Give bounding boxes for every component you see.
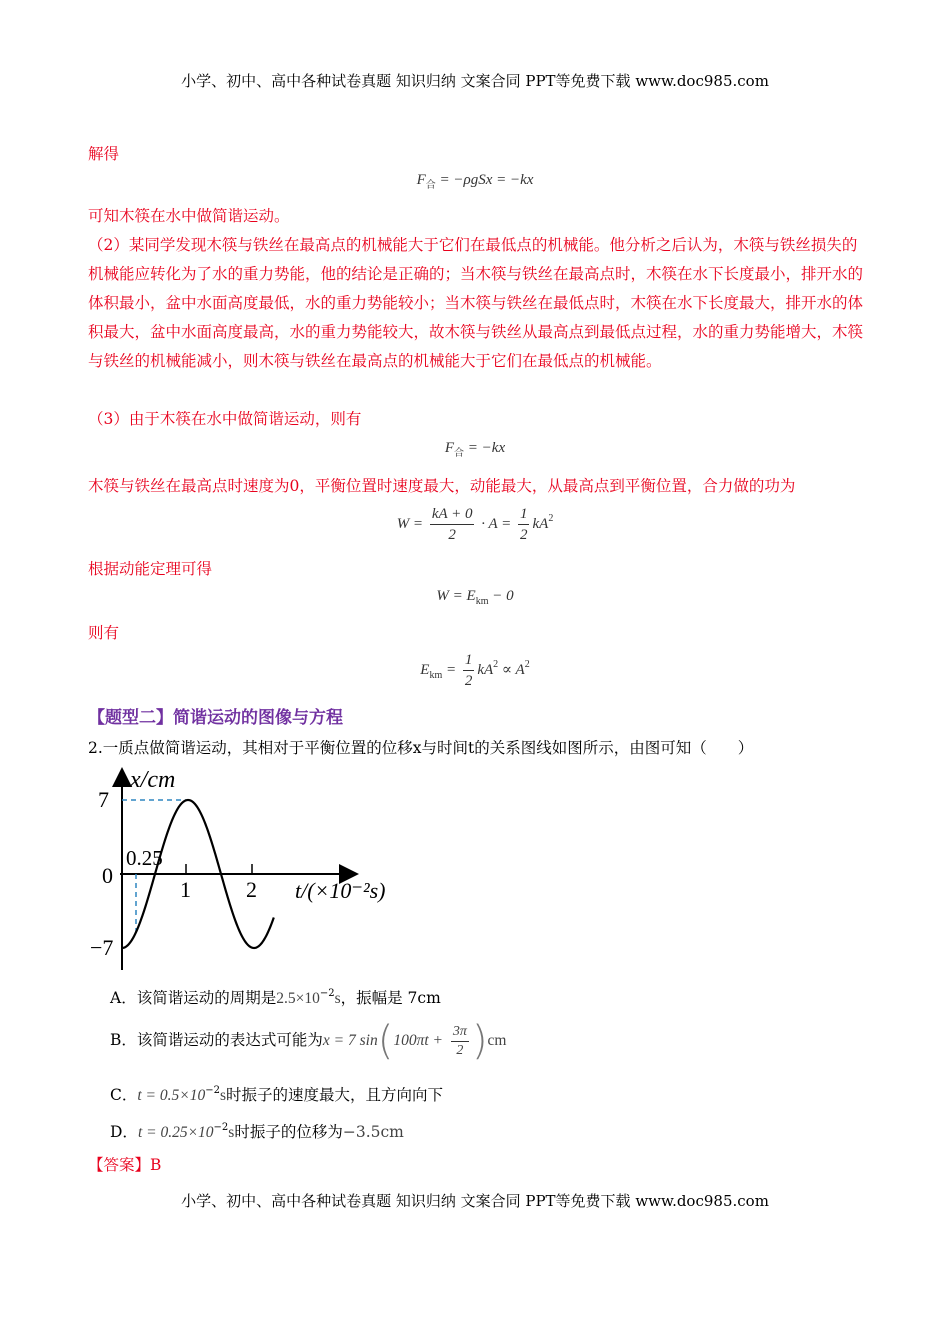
solution-conclusion: 可知木筷在水中做简谐运动。: [88, 207, 290, 225]
formula-kinetic-energy: $E_{km}$ = $\frac{1}{2}$ $kA^2 \propto A^2$: [420, 652, 530, 689]
page-header: 小学、初中、高中各种试卷真题 知识归纳 文案合同 PPT等免费下载 www.doc985.com: [181, 72, 769, 90]
displacement-time-graph: [80, 765, 410, 975]
option-d: D．$t = 0.25\times 10^{-2}s$时振子的位移为−3.5cm: [110, 1122, 404, 1141]
label-2: 2: [246, 877, 257, 902]
formula-work: W = $\frac{kA + 0}{2}$ · A = $\frac{1}{2}$ $kA^2$: [396, 506, 554, 543]
solution-theorem-text: 根据动能定理可得: [88, 560, 213, 578]
solution-part-2: （2）某同学发现木筷与铁丝在最高点的机械能大于它们在最低点的机械能。他分析之后认为，木筷与铁丝损失的机械能应转化为了水的重力势能，他的结论是正确的；当木筷与铁丝在最高点时，木筷在水下长度最小，排开水的体积最小，盆中水面高度最低，水的重力势能较小；当木筷与铁丝在最低点时，木筷在水下长度最大，排开水的体积最大，盆中水面高度最高，水的重力势能较大，故木筷与铁丝从最高点到最低点过程，水的重力势能增大，木筷与铁丝的机械能减小，则木筷与铁丝在最高点的机械能大于它们在最低点的机械能。: [88, 236, 864, 370]
option-b: B．该简谐运动的表达式可能为x = 7 sin(100πt + $\frac{3\pi}{2}$ )cm: [110, 1018, 507, 1064]
label-025: 0.25: [126, 846, 163, 870]
solution-work-text: 木筷与铁丝在最高点时速度为0，平衡位置时速度最大，动能最大，从最高点到平衡位置，合力做的功为: [88, 477, 796, 495]
label-7: 7: [98, 787, 109, 812]
formula-net-force-1: $F_合 = -\rho gSx = -kx$: [416, 172, 534, 191]
x-axis-label: t/(×10⁻²s): [295, 878, 386, 903]
option-c: C．$t = 0.5\times 10^{-2}s$时振子的速度最大，且方向向下: [110, 1085, 444, 1104]
label-neg7: −7: [90, 935, 114, 960]
option-a: A．该简谐运动的周期是$2.5\times 10^{-2}s$，振幅是 7cm: [110, 988, 441, 1007]
label-1: 1: [180, 877, 191, 902]
question-text: 2.一质点做简谐运动，其相对于平衡位置的位移x与时间t的关系图线如图所示，由图可知（ ）: [88, 739, 754, 757]
formula-net-force-2: $F_合 = -kx$: [444, 440, 506, 459]
y-axis-label: x/cm: [130, 767, 176, 793]
solution-jiede: 解得: [88, 145, 120, 163]
page-footer: 小学、初中、高中各种试卷真题 知识归纳 文案合同 PPT等免费下载 www.doc985.com: [181, 1192, 769, 1210]
formula-kinetic-theorem: $W = E_{km} - 0$: [436, 588, 514, 607]
answer: 【答案】B: [88, 1156, 162, 1174]
solution-then: 则有: [88, 624, 120, 642]
section-title: 【题型二】简谐运动的图像与方程: [88, 708, 343, 728]
solution-part-3: （3）由于木筷在水中做简谐运动，则有: [88, 410, 362, 428]
label-0: 0: [102, 863, 113, 888]
